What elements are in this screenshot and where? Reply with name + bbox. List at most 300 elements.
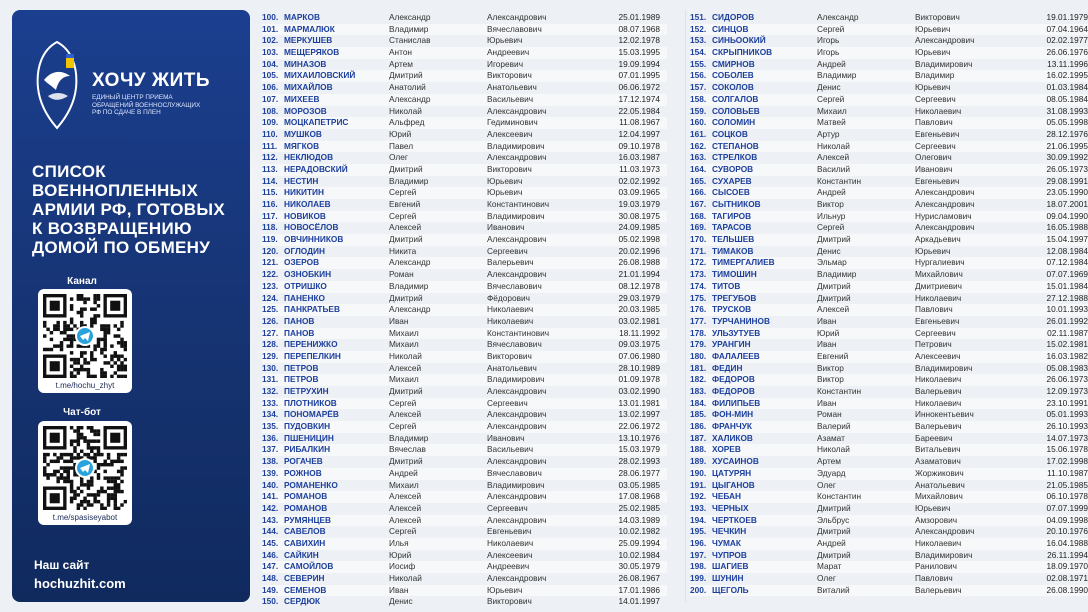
last-name: РОМАНОВ [284, 491, 328, 502]
patronymic: Александрович [487, 573, 547, 583]
birth-date: 26.10.1993 [1046, 421, 1088, 432]
patronymic: Александрович [487, 421, 547, 432]
patronymic: Валерьевич [915, 386, 962, 396]
chatbot-link[interactable]: t.me/spasiseyabot [52, 513, 118, 522]
birth-date: 18.09.1970 [1046, 561, 1088, 572]
birth-date: 22.06.1972 [618, 421, 660, 432]
patronymic: Александрович [915, 35, 975, 46]
last-name: ЧЕБАН [712, 491, 741, 502]
birth-date: 13.02.1997 [618, 409, 660, 420]
birth-date: 27.12.1988 [1046, 292, 1088, 303]
last-name: СОЦКОВ [712, 128, 748, 139]
last-name: ЧУМАК [712, 537, 741, 548]
row-number: 179. [690, 339, 707, 350]
row-number: 125. [262, 304, 279, 315]
last-name: РОМАНЕНКО [284, 479, 338, 490]
first-name: Дмитрий [817, 292, 851, 303]
birth-date: 14.03.1989 [618, 514, 660, 525]
first-name: Никита [389, 245, 417, 256]
last-name: МЯГКОВ [284, 140, 320, 151]
row-number: 198. [690, 561, 707, 572]
birth-date: 19.01.1979 [1046, 12, 1088, 22]
first-name: Иосиф [389, 561, 416, 572]
first-name: Дмитрий [389, 292, 423, 303]
row-number: 113. [262, 163, 278, 174]
row-number: 147. [262, 561, 279, 572]
row-number: 131. [262, 374, 279, 385]
last-name: СМИРНОВ [712, 58, 755, 69]
last-name: УРАНГИН [712, 339, 751, 350]
patronymic: Евгеньевич [915, 128, 960, 139]
first-name: Дмитрий [389, 70, 423, 81]
list-item [262, 82, 667, 94]
last-name: СУВОРОВ [712, 163, 754, 174]
birth-date: 12.02.1978 [618, 35, 660, 46]
last-name: ЧЕРТКОЕВ [712, 514, 757, 525]
row-number: 167. [690, 199, 707, 209]
patronymic: Анатольевич [915, 479, 965, 490]
patronymic: Владимирович [915, 58, 973, 69]
first-name: Виктор [817, 374, 844, 385]
channel-qr-card[interactable] [38, 289, 132, 393]
last-name: ПЕТРУХИН [284, 386, 329, 396]
patronymic: Викторович [487, 350, 532, 361]
patronymic: Анатольевич [487, 362, 537, 373]
row-number: 138. [262, 456, 279, 467]
row-number: 168. [690, 210, 707, 221]
row-number: 183. [690, 386, 707, 396]
birth-date: 11.03.1973 [619, 163, 660, 174]
first-name: Виктор [817, 199, 844, 209]
row-number: 132. [262, 386, 279, 396]
birth-date: 02.02.1977 [1046, 35, 1088, 46]
chatbot-qr-card[interactable] [38, 421, 132, 525]
first-name: Владимир [389, 280, 429, 291]
patronymic: Валерьевич [915, 584, 962, 595]
last-name: ХУСАИНОВ [712, 456, 759, 467]
patronymic: Николаевич [487, 315, 534, 326]
list-item [690, 246, 1088, 258]
birth-date: 18.11.1992 [619, 327, 660, 338]
list-item [690, 24, 1088, 36]
list-item [690, 129, 1088, 141]
row-number: 126. [262, 315, 279, 326]
birth-date: 26.01.1992 [1046, 315, 1088, 326]
row-number: 166. [690, 187, 707, 198]
last-name: РИБАЛКИН [284, 444, 331, 455]
first-name: Алексей [389, 362, 422, 373]
list-item [262, 70, 667, 82]
patronymic: Юрьевич [487, 175, 523, 186]
site-label: Наш сайт [34, 558, 90, 572]
last-name: СИНЬООКИЙ [712, 35, 766, 46]
birth-date: 07.06.1980 [618, 350, 660, 361]
list-item [262, 24, 667, 36]
first-name: Олег [389, 152, 408, 163]
list-item [690, 328, 1088, 340]
first-name: Роман [389, 269, 414, 280]
list-item [262, 234, 667, 246]
last-name: ШАГИЕВ [712, 561, 749, 572]
first-name: Константин [817, 491, 862, 502]
list-item [690, 70, 1088, 82]
row-number: 145. [262, 537, 279, 548]
first-name: Сергей [389, 421, 417, 432]
birth-date: 15.06.1978 [1046, 444, 1088, 455]
first-name: Денис [817, 245, 841, 256]
patronymic: Александрович [487, 409, 547, 420]
first-name: Дмитрий [389, 456, 423, 467]
last-name: ОЗЕРОВ [284, 257, 320, 268]
patronymic: Константинович [487, 199, 550, 209]
channel-link[interactable]: t.me/hochu_zhyt [55, 381, 115, 390]
row-number: 176. [690, 304, 707, 315]
last-name: ТЕЛЬШЕВ [712, 234, 755, 245]
patronymic: Михайлович [915, 269, 963, 280]
patronymic: Александрович [487, 12, 547, 22]
row-number: 128. [262, 339, 279, 350]
first-name: Дмитрий [389, 234, 423, 245]
birth-date: 21.06.1995 [1046, 140, 1088, 151]
list-item [262, 176, 667, 188]
first-name: Сергей [389, 210, 417, 221]
list-item [690, 117, 1088, 129]
patronymic: Николаевич [915, 292, 962, 303]
patronymic: Петрович [915, 339, 952, 350]
list-item [690, 141, 1088, 153]
row-number: 194. [690, 514, 707, 525]
birth-date: 03.09.1965 [618, 187, 660, 198]
row-number: 190. [690, 467, 707, 478]
last-name: СОКОЛОВ [712, 82, 754, 93]
list-item [262, 152, 667, 164]
last-name: СЫТНИКОВ [712, 199, 761, 209]
last-name: УЛЬЗУТУЕВ [712, 327, 761, 338]
list-item [690, 538, 1088, 550]
birth-date: 26.08.1990 [1046, 584, 1088, 595]
first-name: Алексей [389, 409, 422, 420]
first-name: Дмитрий [817, 526, 851, 537]
birth-date: 20.03.1985 [618, 304, 660, 315]
row-number: 109. [262, 117, 279, 128]
first-name: Вячеслав [389, 444, 426, 455]
first-name: Михаил [389, 374, 419, 385]
last-name: САВЕЛОВ [284, 526, 326, 537]
last-name: НЕРАДОВСКИЙ [284, 163, 348, 174]
birth-date: 15.04.1997 [1046, 234, 1088, 245]
patronymic: Вячеславович [487, 23, 542, 34]
list-item [262, 328, 667, 340]
birth-date: 25.09.1994 [618, 537, 660, 548]
last-name: ФРАНЧУК [712, 421, 752, 432]
patronymic: Андреевич [487, 561, 530, 572]
birth-date: 05.01.1993 [1046, 409, 1088, 420]
row-number: 178. [690, 327, 707, 338]
first-name: Иван [389, 315, 409, 326]
last-name: МЕЩЕРЯКОВ [284, 47, 340, 58]
row-number: 187. [690, 432, 707, 443]
last-name: ТИМАКОВ [712, 245, 754, 256]
patronymic: Викторович [487, 70, 532, 81]
first-name: Илья [389, 537, 409, 548]
first-name: Азамат [817, 432, 845, 443]
row-number: 148. [262, 573, 279, 583]
birth-date: 06.10.1978 [1046, 491, 1088, 502]
list-item [262, 246, 667, 258]
first-name: Александр [389, 93, 431, 104]
first-name: Андрей [817, 537, 846, 548]
birth-date: 09.10.1978 [618, 140, 660, 151]
list-item [262, 129, 667, 141]
patronymic: Владимирович [915, 362, 973, 373]
patronymic: Сергеевич [487, 245, 528, 256]
birth-date: 22.05.1984 [618, 105, 660, 116]
patronymic: Александрович [487, 152, 547, 163]
row-number: 124. [262, 292, 279, 303]
row-number: 151. [690, 12, 707, 22]
row-number: 164. [690, 163, 707, 174]
first-name: Андрей [817, 58, 846, 69]
patronymic: Николаевич [915, 537, 962, 548]
birth-date: 25.01.1989 [618, 12, 660, 22]
list-item [262, 211, 667, 223]
last-name: ТАГИРОВ [712, 210, 752, 221]
patronymic: Викторович [487, 163, 532, 174]
patronymic: Сергеевич [915, 140, 956, 151]
patronymic: Александрович [915, 526, 975, 537]
patronymic: Валерьевич [915, 421, 962, 432]
chatbot-label: Чат-бот [63, 407, 101, 418]
first-name: Павел [389, 140, 414, 151]
last-name: ФОН-МИН [712, 409, 754, 420]
patronymic: Александрович [915, 187, 975, 198]
list-item [262, 35, 667, 47]
birth-date: 30.09.1992 [1046, 152, 1088, 163]
list-item [690, 573, 1088, 585]
first-name: Артур [817, 128, 840, 139]
list-item [262, 257, 667, 269]
birth-date: 24.09.1985 [618, 222, 660, 233]
list-item [262, 59, 667, 71]
row-number: 199. [690, 573, 707, 583]
birth-date: 26.06.1976 [1046, 47, 1088, 58]
list-item [690, 480, 1088, 492]
patronymic: Павлович [915, 304, 953, 315]
list-item [262, 293, 667, 305]
list-item [262, 433, 667, 445]
column-divider [685, 10, 686, 602]
birth-date: 13.10.1976 [618, 432, 660, 443]
last-name: МИНАЗОВ [284, 58, 327, 69]
birth-date: 25.02.1985 [618, 502, 660, 513]
patronymic: Николаевич [915, 105, 962, 116]
first-name: Марат [817, 561, 842, 572]
birth-date: 15.01.1984 [1046, 280, 1088, 291]
last-name: НОВОСЁЛОВ [284, 222, 339, 233]
first-name: Николай [817, 444, 850, 455]
last-name: ФЕДОРОВ [712, 386, 755, 396]
patronymic: Юрьевич [487, 584, 523, 595]
row-number: 186. [690, 421, 707, 432]
last-name: МИХАЙЛОВ [284, 82, 333, 93]
birth-date: 02.11.1987 [1047, 327, 1088, 338]
first-name: Эльбрус [817, 514, 850, 525]
row-number: 100. [262, 12, 279, 22]
birth-date: 26.05.1973 [1046, 163, 1088, 174]
birth-date: 21.05.1985 [1046, 479, 1088, 490]
last-name: ЧЕРНЫХ [712, 502, 749, 513]
birth-date: 01.09.1978 [618, 374, 660, 385]
row-number: 108. [262, 105, 279, 116]
list-item [690, 59, 1088, 71]
first-name: Константин [817, 386, 862, 396]
list-item [262, 106, 667, 118]
list-item [262, 585, 667, 597]
birth-date: 16.04.1988 [1046, 537, 1088, 548]
patronymic: Жоржикович [915, 467, 964, 478]
last-name: НЕКЛЮДОВ [284, 152, 334, 163]
patronymic: Сергеевич [915, 327, 956, 338]
last-name: ТРУСКОВ [712, 304, 752, 315]
birth-date: 03.02.1990 [618, 386, 660, 396]
last-name: ПШЕНИЦИН [284, 432, 334, 443]
brand-subtitle-line: ОБРАЩЕНИЙ ВОЕННОСЛУЖАЩИХ [92, 101, 201, 109]
list-item [690, 526, 1088, 538]
row-number: 120. [262, 245, 279, 256]
first-name: Алексей [817, 152, 850, 163]
patronymic: Анатольевич [487, 82, 537, 93]
first-name: Александр [389, 304, 431, 315]
row-number: 173. [690, 269, 707, 280]
title-line: СПИСОК [32, 162, 106, 181]
patronymic: Александрович [487, 386, 547, 396]
first-name: Юрий [817, 327, 840, 338]
first-name: Николай [389, 350, 422, 361]
patronymic: Николаевич [487, 537, 534, 548]
patronymic: Николаевич [487, 304, 534, 315]
first-name: Алексей [389, 222, 422, 233]
row-number: 107. [262, 93, 279, 104]
patronymic: Владимир [915, 70, 955, 81]
birth-date: 15.03.1979 [618, 444, 660, 455]
row-number: 103. [262, 47, 279, 58]
birth-date: 17.08.1968 [618, 491, 660, 502]
last-name: ТИМОШИН [712, 269, 757, 280]
birth-date: 26.08.1967 [618, 573, 660, 583]
row-number: 123. [262, 280, 279, 291]
last-name: РОМАНОВ [284, 502, 328, 513]
birth-date: 07.01.1995 [618, 70, 660, 81]
patronymic: Юрьевич [487, 35, 523, 46]
birth-date: 05.08.1983 [1046, 362, 1088, 373]
birth-date: 08.12.1978 [618, 280, 660, 291]
patronymic: Константинович [487, 327, 550, 338]
first-name: Денис [817, 82, 841, 93]
row-number: 121. [262, 257, 279, 268]
last-name: ТИТОВ [712, 280, 741, 291]
birth-date: 26.06.1973 [1046, 374, 1088, 385]
site-link[interactable]: hochuzhit.com [34, 576, 126, 591]
list-item [690, 316, 1088, 328]
patronymic: Владимирович [487, 479, 545, 490]
birth-date: 03.02.1981 [618, 315, 660, 326]
last-name: ПАНЕНКО [284, 292, 325, 303]
last-name: НИКИТИН [284, 187, 325, 198]
patronymic: Михайлович [915, 491, 963, 502]
list-item [690, 152, 1088, 164]
last-name: ПЕТРОВ [284, 362, 319, 373]
patronymic: Александрович [915, 199, 975, 209]
first-name: Матвей [817, 117, 846, 128]
first-name: Андрей [389, 467, 418, 478]
row-number: 110. [262, 128, 278, 139]
list-item [262, 456, 667, 468]
patronymic: Иванович [915, 163, 953, 174]
last-name: ТАРАСОВ [712, 222, 752, 233]
row-number: 143. [262, 514, 279, 525]
last-name: МУШКОВ [284, 128, 322, 139]
first-name: Сергей [389, 187, 417, 198]
patronymic: Азаматович [915, 456, 961, 467]
patronymic: Бареевич [915, 432, 953, 443]
patronymic: Витальевич [915, 444, 961, 455]
last-name: ТРЕГУБОВ [712, 292, 757, 303]
birth-date: 16.02.1995 [1046, 70, 1088, 81]
list-item [262, 526, 667, 538]
row-number: 137. [262, 444, 279, 455]
last-name: СЕВЕРИН [284, 573, 325, 583]
first-name: Сергей [389, 526, 417, 537]
patronymic: Владимирович [487, 140, 545, 151]
dove-logo-icon [32, 40, 82, 130]
birth-date: 06.06.1972 [618, 82, 660, 93]
list-item [690, 35, 1088, 47]
first-name: Станислав [389, 35, 431, 46]
patronymic: Юрьевич [915, 47, 951, 58]
first-name: Эдуард [817, 467, 846, 478]
list-item [690, 106, 1088, 118]
list-item [262, 468, 667, 480]
patronymic: Сергеевич [487, 397, 528, 408]
last-name: НЕСТИН [284, 175, 319, 186]
patronymic: Фёдорович [487, 292, 530, 303]
birth-date: 12.09.1973 [1046, 386, 1088, 396]
patronymic: Валерьевич [487, 257, 534, 268]
birth-date: 08.05.1984 [1046, 93, 1088, 104]
list-item [262, 491, 667, 503]
birth-date: 10.02.1984 [618, 549, 660, 560]
last-name: СОЛОВЬЕВ [712, 105, 760, 116]
patronymic: Амзорович [915, 514, 958, 525]
row-number: 159. [690, 105, 707, 116]
list-item [262, 374, 667, 386]
first-name: Альфред [389, 117, 425, 128]
patronymic: Дмитриевич [915, 280, 962, 291]
first-name: Ильнур [817, 210, 846, 221]
birth-date: 01.03.1984 [1046, 82, 1088, 93]
first-name: Денис [389, 596, 413, 607]
brand-title: ХОЧУ ЖИТЬ [92, 70, 210, 91]
row-number: 149. [262, 584, 279, 595]
row-number: 135. [262, 421, 279, 432]
row-number: 156. [690, 70, 707, 81]
first-name: Антон [389, 47, 413, 58]
birth-date: 05.05.1998 [1046, 117, 1088, 128]
row-number: 175. [690, 292, 707, 303]
row-number: 169. [690, 222, 707, 233]
row-number: 117. [262, 210, 278, 221]
row-number: 104. [262, 58, 279, 69]
